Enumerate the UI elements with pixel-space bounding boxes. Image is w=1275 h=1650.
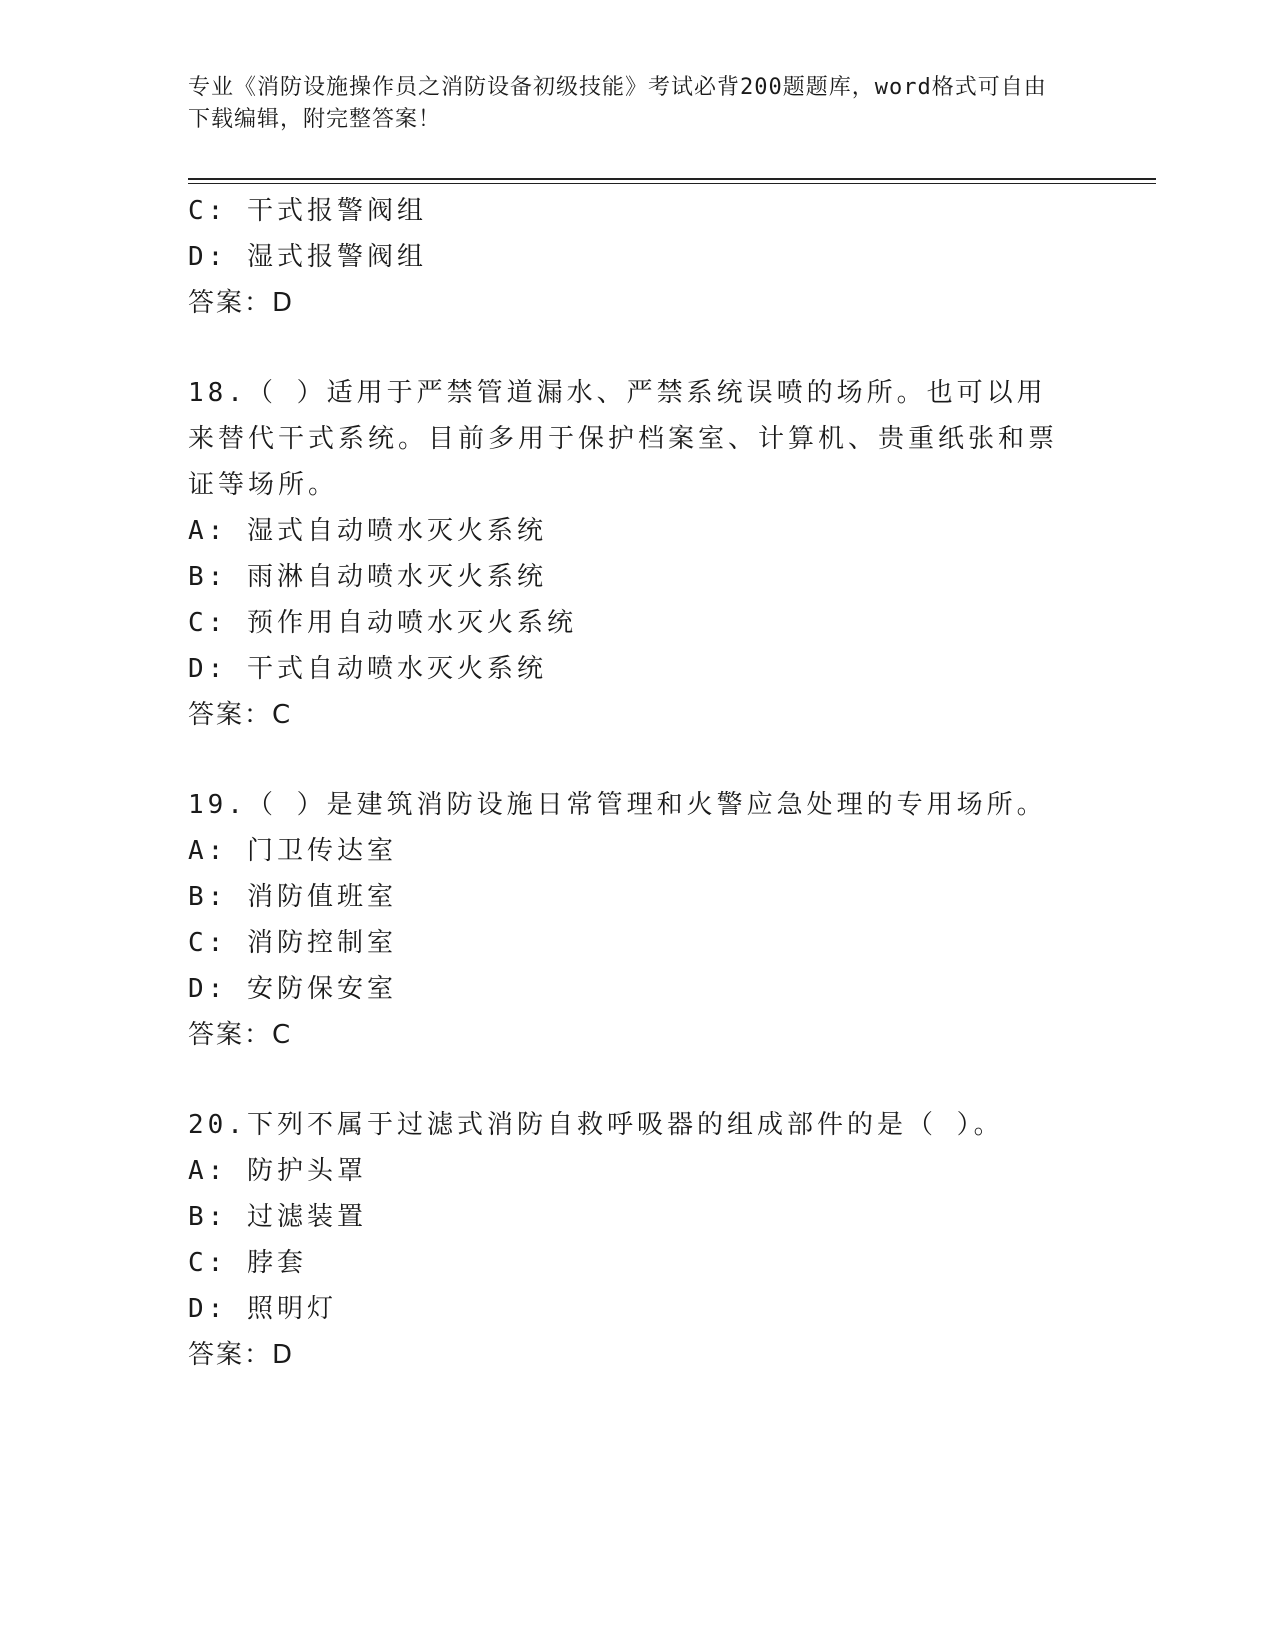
option-c: C: 脖套 (188, 1248, 307, 1278)
header-divider-thick (188, 178, 1156, 180)
option-a: A: 门卫传达室 (188, 836, 397, 866)
header-divider-thin (188, 183, 1156, 184)
option-d: D: 照明灯 (188, 1294, 337, 1324)
option-a: A: 防护头罩 (188, 1156, 367, 1186)
spacer (188, 326, 1088, 370)
option-c: C: 预作用自动喷水灭火系统 (188, 608, 577, 638)
option-a: A: 湿式自动喷水灭火系统 (188, 516, 547, 546)
question-text: 18.（ ）适用于严禁管道漏水、严禁系统误喷的场所。也可以用来替代干式系统。目前多用于保护档案室、计算机、贵重纸张和票证等场所。 (188, 378, 1059, 500)
option-b: B: 过滤装置 (188, 1202, 367, 1232)
spacer (188, 738, 1088, 782)
answer: 答案：D (188, 288, 295, 318)
answer: 答案：C (188, 1020, 293, 1050)
option-d: D: 安防保安室 (188, 974, 397, 1004)
option-c: C: 干式报警阀组 (188, 196, 427, 226)
question-text: 19.（ ）是建筑消防设施日常管理和火警应急处理的专用场所。 (188, 790, 1047, 820)
spacer (188, 1058, 1088, 1102)
document-header (188, 72, 1068, 136)
option-d: D: 干式自动喷水灭火系统 (188, 654, 547, 684)
header-title: 专业《消防设施操作员之消防设备初级技能》考试必背200题题库，word格式可自由下载编辑，附完整答案！ (188, 75, 1047, 132)
question-18 (188, 370, 1088, 738)
option-b: B: 消防值班室 (188, 882, 397, 912)
answer: 答案：D (188, 1340, 295, 1370)
option-c: C: 消防控制室 (188, 928, 397, 958)
question-20 (188, 1102, 1088, 1378)
question-list (188, 188, 1088, 1378)
question-text: 20.下列不属于过滤式消防自救呼吸器的组成部件的是（ ）。 (188, 1110, 1004, 1140)
question-17-partial (188, 188, 1088, 326)
answer: 答案：C (188, 700, 293, 730)
option-d: D: 湿式报警阀组 (188, 242, 427, 272)
question-19 (188, 782, 1088, 1058)
option-b: B: 雨淋自动喷水灭火系统 (188, 562, 547, 592)
